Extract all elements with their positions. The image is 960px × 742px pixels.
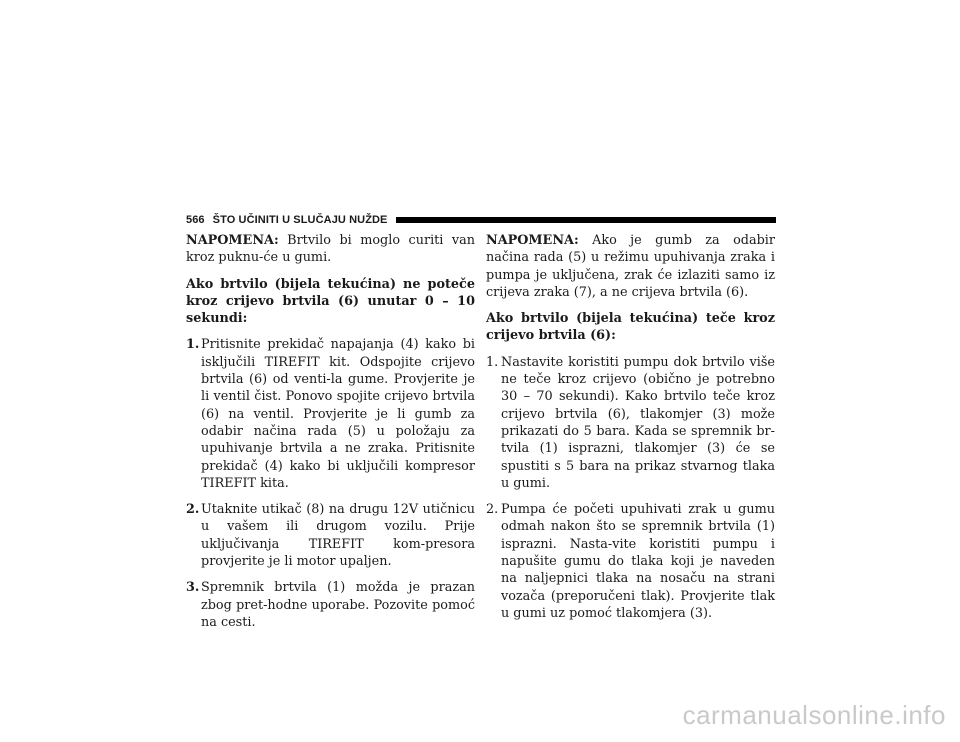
left-note-label: NAPOMENA: bbox=[186, 233, 279, 248]
right-heading: Ako brtvilo (bijela tekućina) teče kroz crijevo brtvila (6): bbox=[486, 311, 775, 344]
left-column bbox=[186, 232, 475, 640]
watermark: carmanualsonline.info bbox=[682, 700, 946, 730]
right-note-label: NAPOMENA: bbox=[486, 233, 579, 248]
list-item-number: 3. bbox=[186, 580, 200, 596]
list-item-number: 2. bbox=[186, 502, 200, 518]
page-header bbox=[186, 213, 776, 227]
left-note bbox=[186, 232, 475, 267]
right-note bbox=[486, 232, 775, 301]
list-item-text: Pumpa će početi upuhivati zrak u gumu odmah nakon što se spremnik brtvila (1) isprazni. Nasta-vite koristiti pumpu i napušite gumu do tlaka koji je naveden na naljepnici tlaka na nosaču na strani vozača (preporučeni tlak). Provjerite tlak u gumi uz pomoć tlakomjera (3). bbox=[501, 502, 775, 621]
left-heading: Ako brtvilo (bijela tekućina) ne poteče kroz crijevo brtvila (6) unutar 0 – 10 sekundi: bbox=[186, 276, 475, 327]
list-item-number: 1. bbox=[486, 354, 499, 370]
list-item-number: 2. bbox=[486, 502, 499, 518]
list-item-text: Pritisnite prekidač napajanja (4) kako bi isključili TIREFIT kit. Odspojite crijevo brtvila (6) od venti-la gume. Provjerite je li ventil čist. Ponovo spojite crijevo brtvila (6) na ventil. Provjerite je li gumb za odabir načina rada (5) u položaju za upuhivanje brtvila a ne zraka. Pritisnite prekidač (4) kako bi uključili kompresor TIREFIT kita. bbox=[201, 337, 475, 491]
left-note-text: Brtvilo bi moglo curiti van kroz puknu-će u gumi. bbox=[186, 233, 475, 266]
section-title: ŠTO UČINITI U SLUČAJU NUŽDE bbox=[212, 214, 388, 226]
list-item bbox=[186, 501, 475, 570]
right-column bbox=[486, 232, 775, 631]
header-rule bbox=[396, 217, 777, 223]
list-item-text: Utaknite utikač (8) na drugu 12V utičnicu u vašem ili drugom vozilu. Prije uključivanja TIREFIT kom-presora provjerite je li motor upaljen. bbox=[201, 502, 475, 570]
list-item bbox=[486, 354, 775, 492]
list-item-number: 1. bbox=[186, 337, 200, 353]
list-item bbox=[186, 336, 475, 492]
list-item bbox=[186, 579, 475, 631]
right-note-text: Ako je gumb za odabir načina rada (5) u režimu upuhivanja zraka i pumpa je uključena, zrak će izlaziti samo iz crijeva zraka (7), a ne crijeva brtvila (6). bbox=[486, 233, 775, 300]
list-item-text: Nastavite koristiti pumpu dok brtvilo više ne teče kroz crijevo (obično je potrebno 30 – 70 sekundi). Kako brtvilo teče kroz crijevo brtvila (6), tlakomjer (3) može prikazati do 5 bara. Kada se spremnik br-tvila (1) isprazni, tlakomjer (3) će se spustiti s 5 bara na prikaz stvarnog tlaka u gumi. bbox=[501, 354, 775, 491]
list-item bbox=[486, 501, 775, 622]
page-number: 566 bbox=[186, 214, 205, 226]
list-item-text: Spremnik brtvila (1) možda je prazan zbog pret-hodne uporabe. Pozovite pomoć na cesti. bbox=[201, 580, 475, 630]
